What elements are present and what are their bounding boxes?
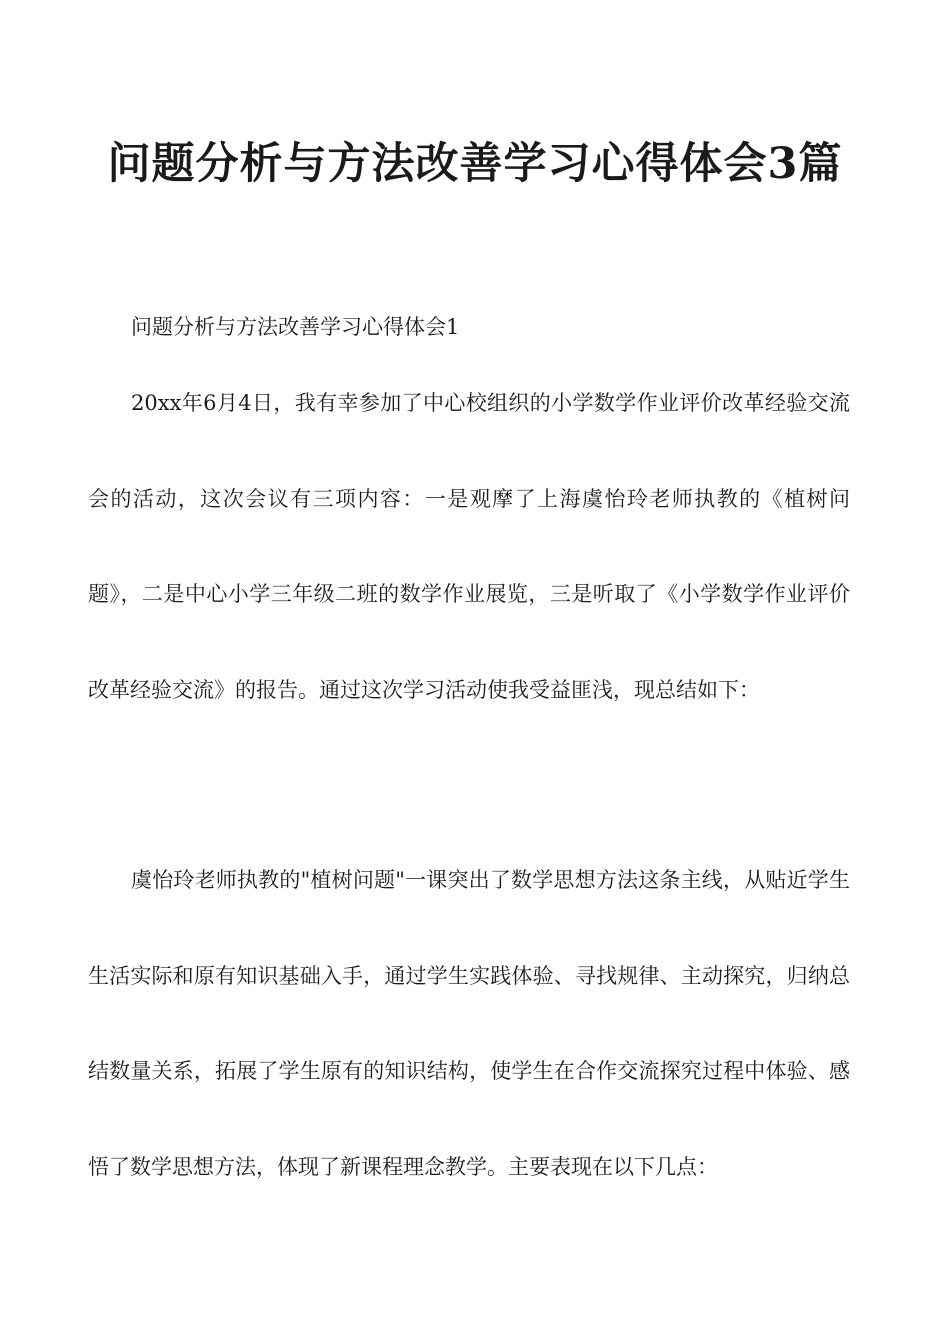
document-title: 问题分析与方法改善学习心得体会3篇 xyxy=(107,139,843,189)
body-paragraph: 20xx年6月4日，我有幸参加了中心校组织的小学数学作业评价改革经验交流会的活动，这次会议有三项内容：一是观摩了上海虞怡玲老师执教的《植树问题》，二是中心小学三年级二班的数学作业展览，三是听取了《小学数学作业评价改革经验交流》的报告。通过这次学习活动使我受益匪浅，现总结如下： xyxy=(88,391,850,702)
body-paragraph: 虞怡玲老师执教的"植树问题"一课突出了数学思想方法这条主线，从贴近学生生活实际和原有知识基础入手，通过学生实践体验、寻找规律、主动探究，归纳总结数量关系，拓展了学生原有的知识结构，使学生在合作交流探究过程中体验、感悟了数学思想方法，体现了新课程理念教学。主要表现在以下几点： xyxy=(88,868,850,1179)
section-heading: 问题分析与方法改善学习心得体会1 xyxy=(131,315,460,339)
